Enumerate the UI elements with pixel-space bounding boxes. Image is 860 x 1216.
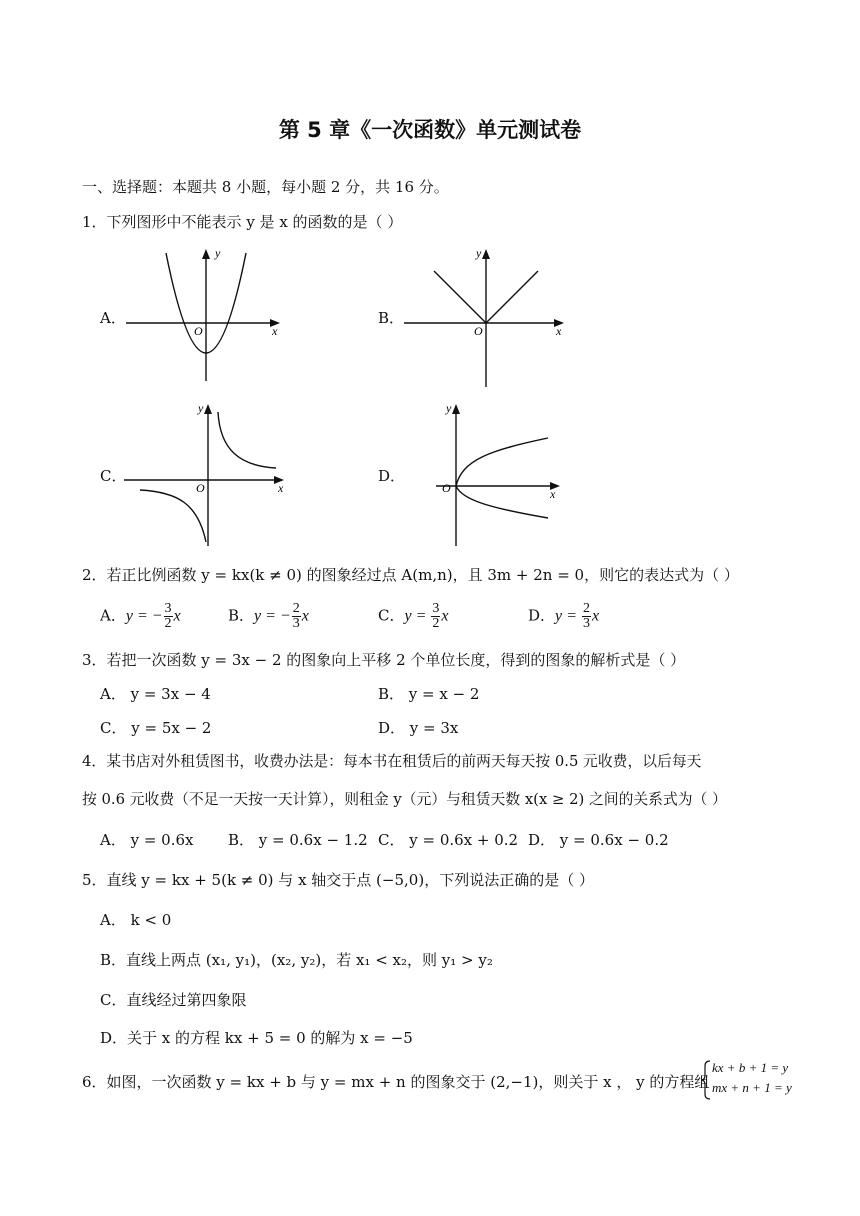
question-4-line-1: 4．某书店对外租赁图书，收费办法是：每本书在租赁后的前两天每天按 0.5 元收费，以后每天 [82,753,702,770]
q5-option-b: B．直线上两点 (x₁, y₁)，(x₂, y₂)，若 x₁ < x₂，则 y₁ > y₂ [100,951,493,969]
expr-prefix: y = − [125,607,163,625]
expr-prefix: y = [555,607,581,625]
question-2-stem: 2．若正比例函数 y = kx(k ≠ 0) 的图象经过点 A(m,n)，且 3m + 2n = 0，则它的表达式为（ ） [82,566,739,584]
expr-prefix: y = − [254,607,291,625]
fraction: $\frac{2}{3}$ [292,601,300,631]
axis-y-label: y [476,246,482,260]
origin-label: O [474,324,483,338]
axis-x-label: x [278,481,284,495]
page-title: 第 5 章《一次函数》单元测试卷 [278,118,582,142]
fraction: $\frac{3}{2}$ [432,601,440,631]
question-3-stem: 3．若把一次函数 y = 3x − 2 的图象向上平移 2 个单位长度，得到的图象的解析式是（ ） [82,651,686,669]
origin-label: O [196,481,205,495]
expr-suffix: x [441,607,449,625]
origin-label: O [442,481,451,495]
option-label: A． [100,606,126,625]
q1-option-d-label: D． [378,467,406,485]
section-heading: 一、选择题：本题共 8 小题，每小题 2 分，共 16 分。 [82,178,449,196]
q1-option-a-label: A． [100,309,126,327]
origin-label: O [194,324,203,338]
question-4-line-2: 按 0.6 元收费（不足一天按一天计算），则租金 y（元）与租赁天数 x(x ≥ 2) 之间的关系式为（ ） [82,791,727,808]
q2-option-d [528,602,599,631]
q5-option-d: D．关于 x 的方程 kx + 5 = 0 的解为 x = −5 [100,1029,413,1047]
q4-option-d: D． y = 0.6x − 0.2 [528,831,669,849]
option-label: D． [528,606,556,625]
fraction: $\frac{2}{3}$ [582,601,590,631]
axis-x-label: x [272,324,278,338]
q1-option-b-label: B． [378,309,405,327]
q1-graph-c [120,400,290,548]
option-label: B． [228,606,255,625]
expr-suffix: x [301,607,309,625]
q2-option-b [228,602,309,631]
q1-graph-b [400,245,570,390]
q5-option-a: A． k < 0 [100,911,172,929]
q4-option-a: A． y = 0.6x [100,831,194,849]
system-equation-1: kx + b + 1 = y [712,1060,789,1075]
question-1-stem: 1．下列图形中不能表示 y 是 x 的函数的是（ ） [82,213,403,231]
brace-icon [700,1060,712,1100]
expr-suffix: x [173,607,181,625]
axis-x-label: x [556,324,562,338]
q3-option-b: B． y = x − 2 [378,685,480,703]
expr-prefix: y = [404,607,431,625]
q4-option-b: B． y = 0.6x − 1.2 [228,831,368,849]
question-6-stem: 6．如图，一次函数 y = kx + b 与 y = mx + n 的图象交于 (2,−1)，则关于 x ， y 的方程组 [82,1073,710,1091]
q3-option-a: A． y = 3x − 4 [100,685,211,703]
q3-option-d: D． y = 3x [378,719,459,737]
expr-suffix: x [591,607,600,625]
fraction: $\frac{3}{2}$ [164,601,172,631]
q5-option-c: C．直线经过第四象限 [100,991,247,1009]
q1-option-c-label: C． [100,467,127,485]
axis-x-label: x [550,487,556,501]
q1-graph-a [120,245,285,385]
option-label: C． [378,606,405,625]
axis-y-label: y [215,246,221,260]
q4-option-c: C． y = 0.6x + 0.2 [378,831,519,849]
axis-y-label: y [198,401,204,415]
question-5-stem: 5．直线 y = kx + 5(k ≠ 0) 与 x 轴交于点 (−5,0)，下列说法正确的是（ ） [82,871,594,889]
q2-option-a [100,602,181,631]
q3-option-c: C． y = 5x − 2 [100,719,212,737]
q1-graph-d [400,400,570,548]
system-equation-2: mx + n + 1 = y [712,1080,792,1095]
q2-option-c [378,602,449,631]
axis-y-label: y [446,401,452,415]
